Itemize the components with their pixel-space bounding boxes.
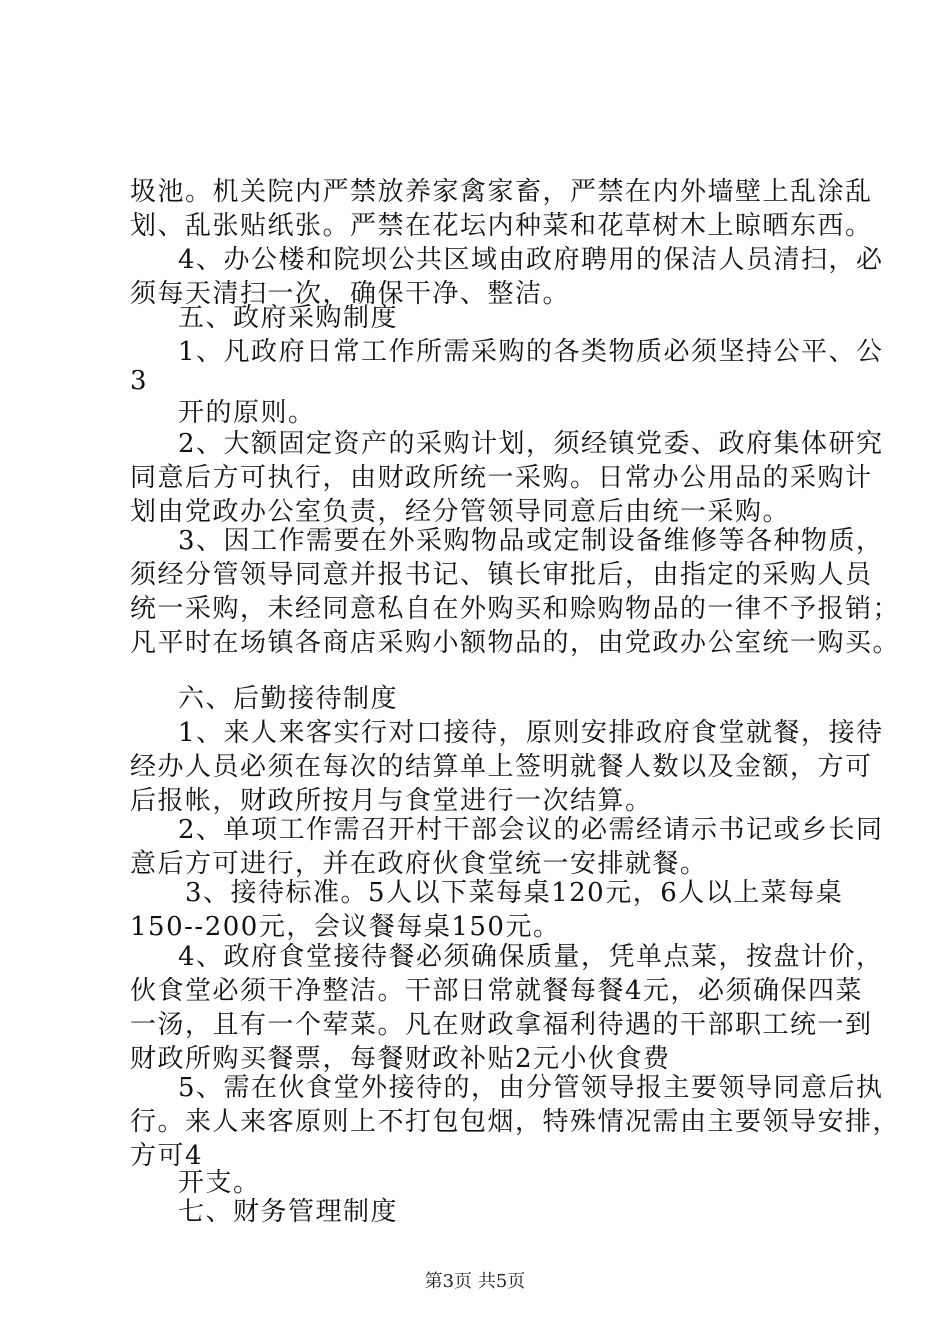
text-line: 行。来人来客原则上不打包包烟，特殊情况需由主要领导安排， (130, 1107, 901, 1137)
text-line: 同意后方可执行，由财政所统一采购。日常办公用品的采购计 (130, 463, 873, 493)
text-line: 4、政府食堂接待餐必须确保质量，凭单点菜，按盘计价， (178, 942, 884, 972)
text-line: 4、办公楼和院坝公共区域由政府聘用的保洁人员清扫，必 (178, 245, 884, 275)
text-line: 须每天清扫一次，确保干净、整洁。 (130, 279, 571, 309)
text-line: 后报帐，财政所按月与食堂进行一次结算。 (130, 786, 653, 816)
section-heading: 六、后勤接待制度 (178, 684, 399, 714)
text-line: 统一采购，未经同意私自在外购买和赊购物品的一律不予报销； (130, 594, 901, 624)
section-heading: 五、政府采购制度 (178, 303, 399, 333)
text-line: 开的原则。 (178, 398, 316, 428)
text-line: 1、来人来客实行对口接待，原则安排政府食堂就餐，接待 (178, 718, 884, 748)
text-line: 方可4 (130, 1141, 204, 1171)
text-line: 须经分管领导同意并报书记、镇长审批后，由指定的采购人员 (130, 560, 873, 590)
text-line: 3、接待标准。5人以下菜每桌120元，6人以上菜每桌 (185, 878, 844, 908)
text-line: 划由党政办公室负责，经分管领导同意后由统一采购。 (130, 497, 791, 527)
text-line: 2、大额固定资产的采购计划，须经镇党委、政府集体研究 (178, 429, 884, 459)
text-line: 1、凡政府日常工作所需采购的各类物质必须坚持公平、公 (178, 337, 884, 367)
text-line: 意后方可进行，并在政府伙食堂统一安排就餐。 (130, 849, 708, 879)
text-line: 伙食堂必须干净整洁。干部日常就餐每餐4元，必须确保四菜 (130, 976, 864, 1006)
text-line: 凡平时在场镇各商店采购小额物品的，由党政办公室统一购买。 (130, 628, 901, 658)
text-line: 一汤，且有一个荤菜。凡在财政拿福利待遇的干部职工统一到 (130, 1010, 873, 1040)
text-line: 2、单项工作需召开村干部会议的必需经请示书记或乡长同 (178, 815, 884, 845)
text-line: 开支。 (178, 1168, 261, 1198)
page-break-number: 3 (130, 366, 149, 396)
text-line: 圾池。机关院内严禁放养家禽家畜，严禁在内外墙壁上乱涂乱 (130, 177, 873, 207)
page-footer: 第3页 共5页 (424, 1271, 526, 1292)
section-heading: 七、财务管理制度 (178, 1197, 399, 1227)
text-line: 财政所购买餐票，每餐财政补贴2元小伙食费 (130, 1044, 671, 1074)
text-line: 5、需在伙食堂外接待的，由分管领导报主要领导同意后执 (178, 1073, 884, 1103)
text-line: 经办人员必须在每次的结算单上签明就餐人数以及金额，方可 (130, 752, 873, 782)
text-line: 划、乱张贴纸张。严禁在花坛内种菜和花草树木上晾晒东西。 (130, 211, 873, 241)
text-line: 3、因工作需要在外采购物品或定制设备维修等各种物质， (178, 526, 884, 556)
text-line: 150--200元，会议餐每桌150元。 (130, 912, 561, 942)
